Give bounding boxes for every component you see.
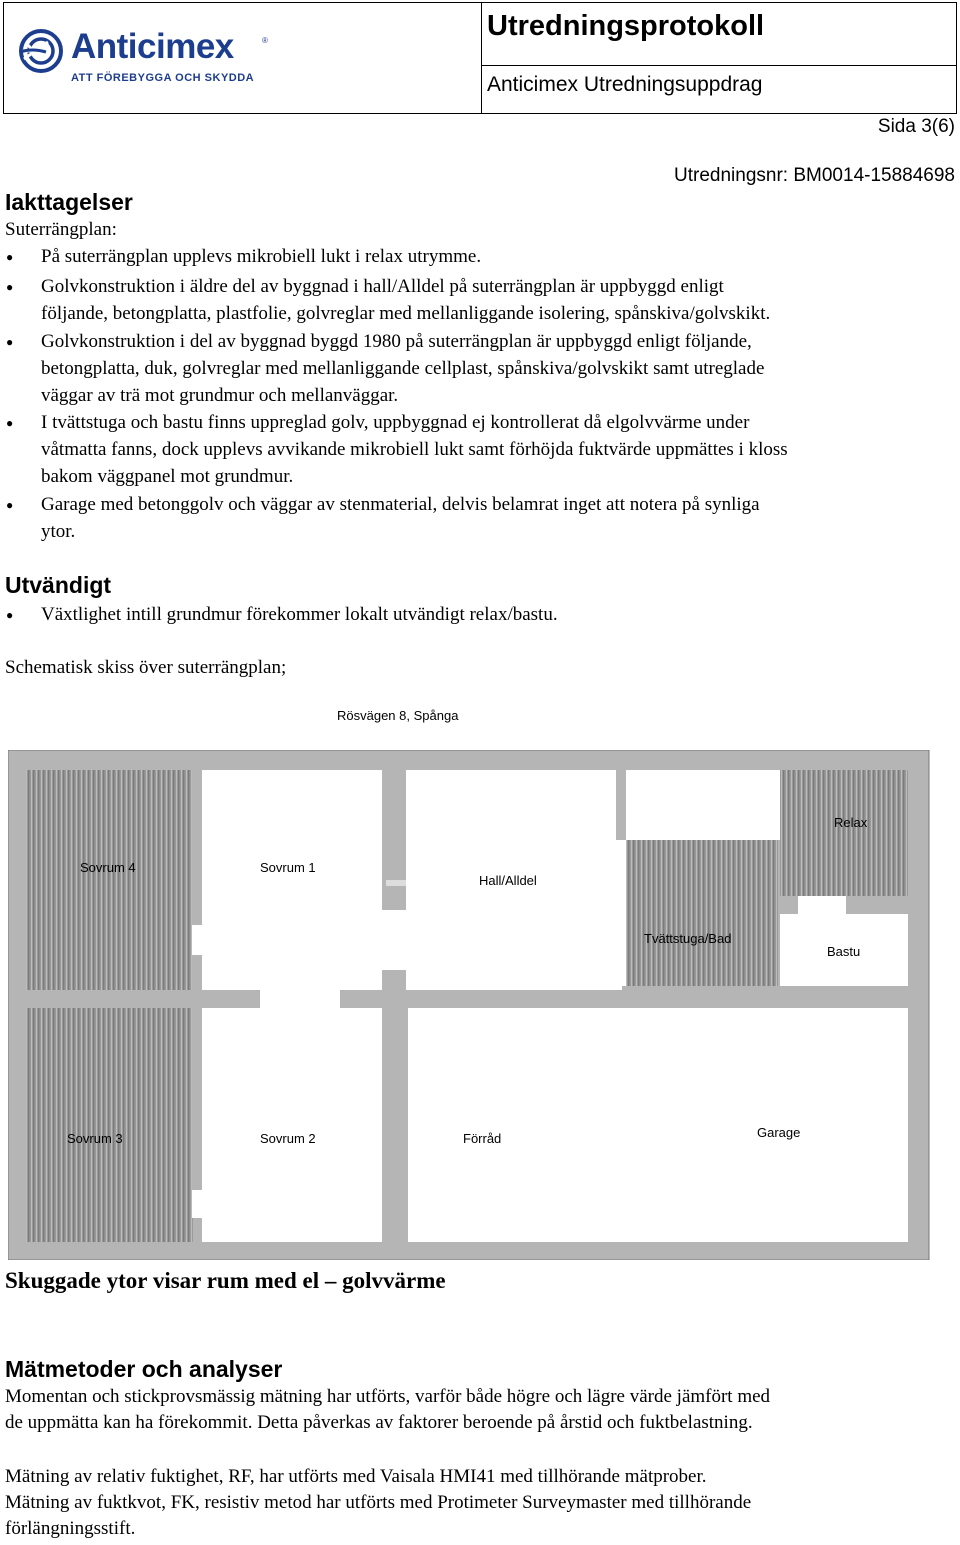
floor-plan [8,750,930,1260]
header-divider [481,3,482,113]
bullet-icon: ● [6,608,14,622]
interior-wall [406,990,908,1008]
room-label: Tvättstuga/Bad [644,931,732,946]
methods-line: förlängningsstift. [5,1518,136,1539]
document-title: Utredningsprotokoll [487,10,765,42]
anticimex-logo-icon [18,28,68,74]
room-tvattstuga [626,840,778,986]
interior-wall [382,770,406,910]
room-label: Sovrum 2 [260,1131,316,1146]
observation-line: våtmatta fanns, dock upplevs avvikande mikrobiell lukt samt förhöjda fuktvärde uppmättes i kloss [41,439,788,460]
room-hall-door [382,910,402,970]
interior-wall [192,770,202,925]
interior-wall [616,770,626,840]
room-sovrum3 [26,1008,193,1242]
room-label: Bastu [827,944,861,959]
logo-tagline: ATT FÖREBYGGA OCH SKYDDA [71,72,255,84]
sketch-address: Rösvägen 8, Spånga [337,708,459,723]
observation-line: ytor. [41,521,76,542]
room-label: Hall/Alldel [479,873,537,888]
interior-wall [26,990,192,1008]
room-garage [408,1008,908,1242]
door-opening [616,840,626,986]
bullet-icon: ● [6,335,14,349]
sketch-intro: Schematisk skiss över suterrängplan; [5,657,287,678]
observations-heading: Iakttagelser [5,189,133,215]
outdoor-heading: Utvändigt [5,572,112,598]
room-label: Sovrum 4 [80,860,136,875]
room-hall-east [616,770,780,840]
methods-line: Mätning av relativ fuktighet, RF, har utförts med Vaisala HMI41 med tillhörande mätprober. [5,1466,707,1487]
door-opening [260,990,340,1008]
observation-line: På suterrängplan upplevs mikrobiell lukt i relax utrymme. [41,246,482,267]
page-number: Sida 3(6) [877,116,955,137]
room-label: Sovrum 1 [260,860,316,875]
room-label: Relax [834,815,868,830]
methods-line: Momentan och stickprovsmässig mätning har utförts, varför både högre och lägre värde jämfört med [5,1386,771,1407]
bullet-icon: ● [6,416,14,430]
logo-wordmark: Anticimex [71,27,234,66]
outdoor-line: Växtlighet intill grundmur förekommer lokalt utvändigt relax/bastu. [41,604,558,625]
observation-line: betongplatta, duk, golvreglar med mellanliggande cellplast, spånskiva/golvskikt samt utreglade [41,358,765,379]
observation-line: bakom väggpanel mot grundmur. [41,466,294,487]
observation-line: Garage med betonggolv och väggar av stenmaterial, delvis belamrat inget att notera på synliga [41,494,760,515]
room-label: Sovrum 3 [67,1131,123,1146]
methods-line: Mätning av fuktkvot, FK, resistiv metod har utförts med Protimeter Surveymaster med tillhörande [5,1492,752,1513]
interior-wall [382,970,406,990]
bullet-icon: ● [6,280,14,294]
observation-line: Golvkonstruktion i del av byggnad byggd 1980 på suterrängplan är uppbyggd enligt följande, [41,331,752,352]
floor-label: Suterrängplan: [5,219,117,240]
observation-line: väggar av trä mot grundmur och mellanväggar. [41,385,399,406]
bullet-icon: ● [6,250,14,264]
bullet-icon: ● [6,498,14,512]
door-opening [192,1190,202,1218]
methods-line: de uppmätta kan ha förekommit. Detta påverkas av faktorer beroende på årstid och fuktbelastning. [5,1412,753,1433]
logo-registered-mark: ® [262,36,268,45]
room-label: Garage [757,1125,801,1140]
methods-heading: Mätmetoder och analyser [5,1356,283,1382]
door-opening [798,896,846,914]
observation-line: följande, betongplatta, plastfolie, golvreglar med mellanliggande isolering, spånskiva/golvskikt. [41,303,771,324]
case-number: Utredningsnr: BM0014-15884698 [674,165,955,186]
interior-wall [382,1008,408,1242]
room-label: Förråd [463,1131,502,1146]
sketch-caption: Skuggade ytor visar rum med el – golvvärme [5,1268,446,1293]
header-rule [481,65,957,66]
door-opening [192,925,202,955]
interior-wall [192,955,202,1190]
door-swing [386,880,406,886]
observation-line: Golvkonstruktion i äldre del av byggnad i hall/Alldel på suterrängplan är uppbyggd enligt [41,276,724,297]
document-subtitle: Anticimex Utredningsuppdrag [487,73,763,96]
observation-line: I tvättstuga och bastu finns uppreglad golv, uppbyggnad ej kontrollerat då elgolvvärme under [41,412,750,433]
room-relax [780,770,908,896]
room-sovrum4 [26,770,193,990]
